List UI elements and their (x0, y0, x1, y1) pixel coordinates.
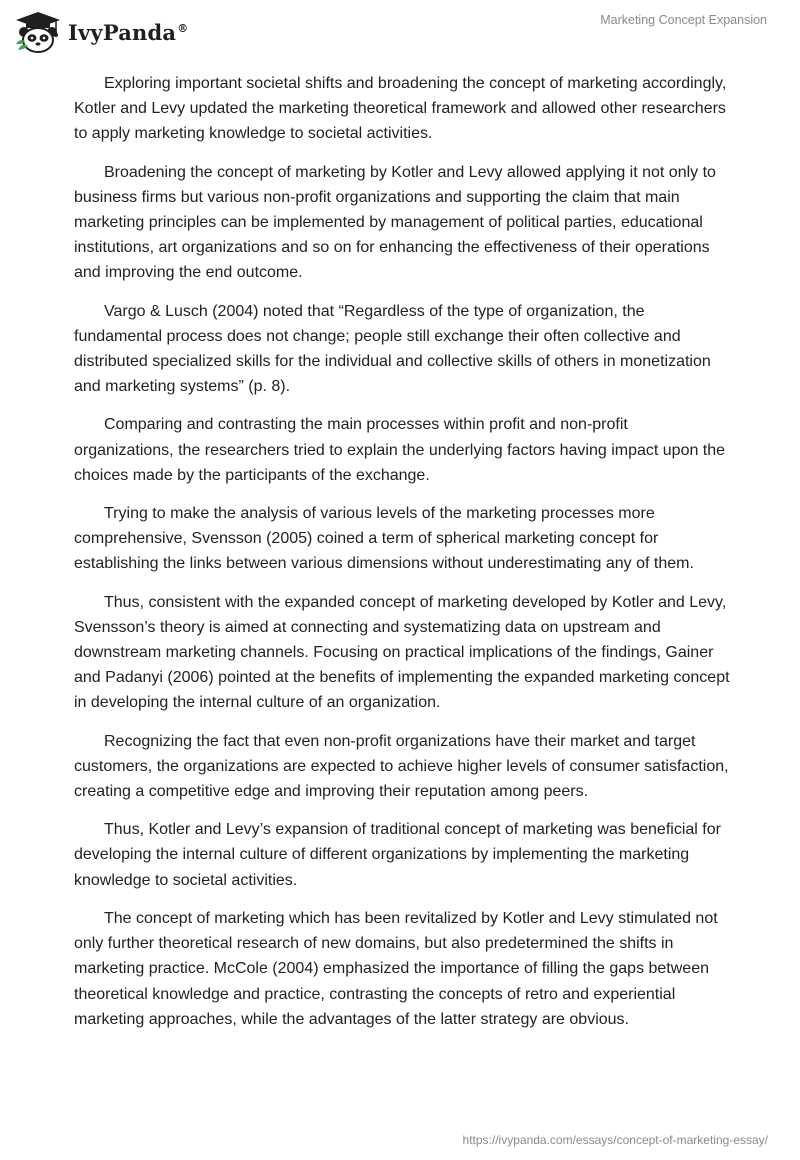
paragraph: Trying to make the analysis of various levels of the marketing processes more comprehensive, Svensson (2005) coined a term of spherical marketing concept for establishing the links between various dimensions without underestimating any of them. (74, 505, 694, 573)
paragraph: Comparing and contrasting the main processes within profit and non-profit organizations, the researchers tried to explain the underlying factors having impact upon the choices made by the participants of the exchange. (74, 416, 726, 484)
paragraph: Recognizing the fact that even non-profit organizations have their market and target customers, the organizations are expected to achieve higher levels of consumer satisfaction, creating a competitive edge and improving their reputation among peers. (74, 732, 729, 801)
essay-body (74, 71, 730, 1045)
source-url-link[interactable]: https://ivypanda.com/essays/concept-of-marketing-essay/ (462, 1133, 768, 1147)
paragraph: The concept of marketing which has been revitalized by Kotler and Levy stimulated not only further theoretical research of new domains, but also predetermined the shifts in marketing practice. McCole (2004) emphasized the importance of filling the gaps between theoretical knowledge and practice, contrasting the concepts of retro and experiential marketing approaches, while the advantages of the latter strategy are obvious. (74, 909, 718, 1028)
paragraph: Thus, Kotler and Levy’s expansion of traditional concept of marketing was beneficial for developing the internal culture of different organizations by implementing the marketing knowledge to societal activities. (74, 821, 721, 889)
paragraph: Broadening the concept of marketing by Kotler and Levy allowed applying it not only to business firms but various non-profit organizations and supporting the claim that main marketing principles can be implemented by management of political parties, educational institutions, art organizations and so on for enhancing the effectiveness of their operations and improving the end outcome. (74, 163, 716, 282)
paragraph: Exploring important societal shifts and broadening the concept of marketing accordingly, Kotler and Levy updated the marketing theoretical framework and allowed other researchers to apply marketing knowledge to societal activities. (74, 75, 727, 143)
brand-logo[interactable] (14, 10, 188, 54)
paragraph: Thus, consistent with the expanded concept of marketing developed by Kotler and Levy, Svensson’s theory is aimed at connecting and systematizing data on upstream and downstream marketing channels. Focusing on practical implications of the findings, Gainer and Padanyi (2006) pointed at the benefits of implementing the expanded marketing concept in developing the internal culture of an organization. (74, 593, 730, 712)
page-header (0, 0, 800, 60)
document-title: Marketing Concept Expansion (600, 13, 767, 27)
panda-graduate-icon (14, 10, 62, 54)
paragraph: Vargo & Lusch (2004) noted that “Regardless of the type of organization, the fundamental process does not change; people still exchange their often collective and distributed specialized skills for the individual and collective skills of others in monetization and marketing systems” (p. 8). (74, 302, 711, 396)
brand-name: IvyPanda® (68, 19, 189, 45)
